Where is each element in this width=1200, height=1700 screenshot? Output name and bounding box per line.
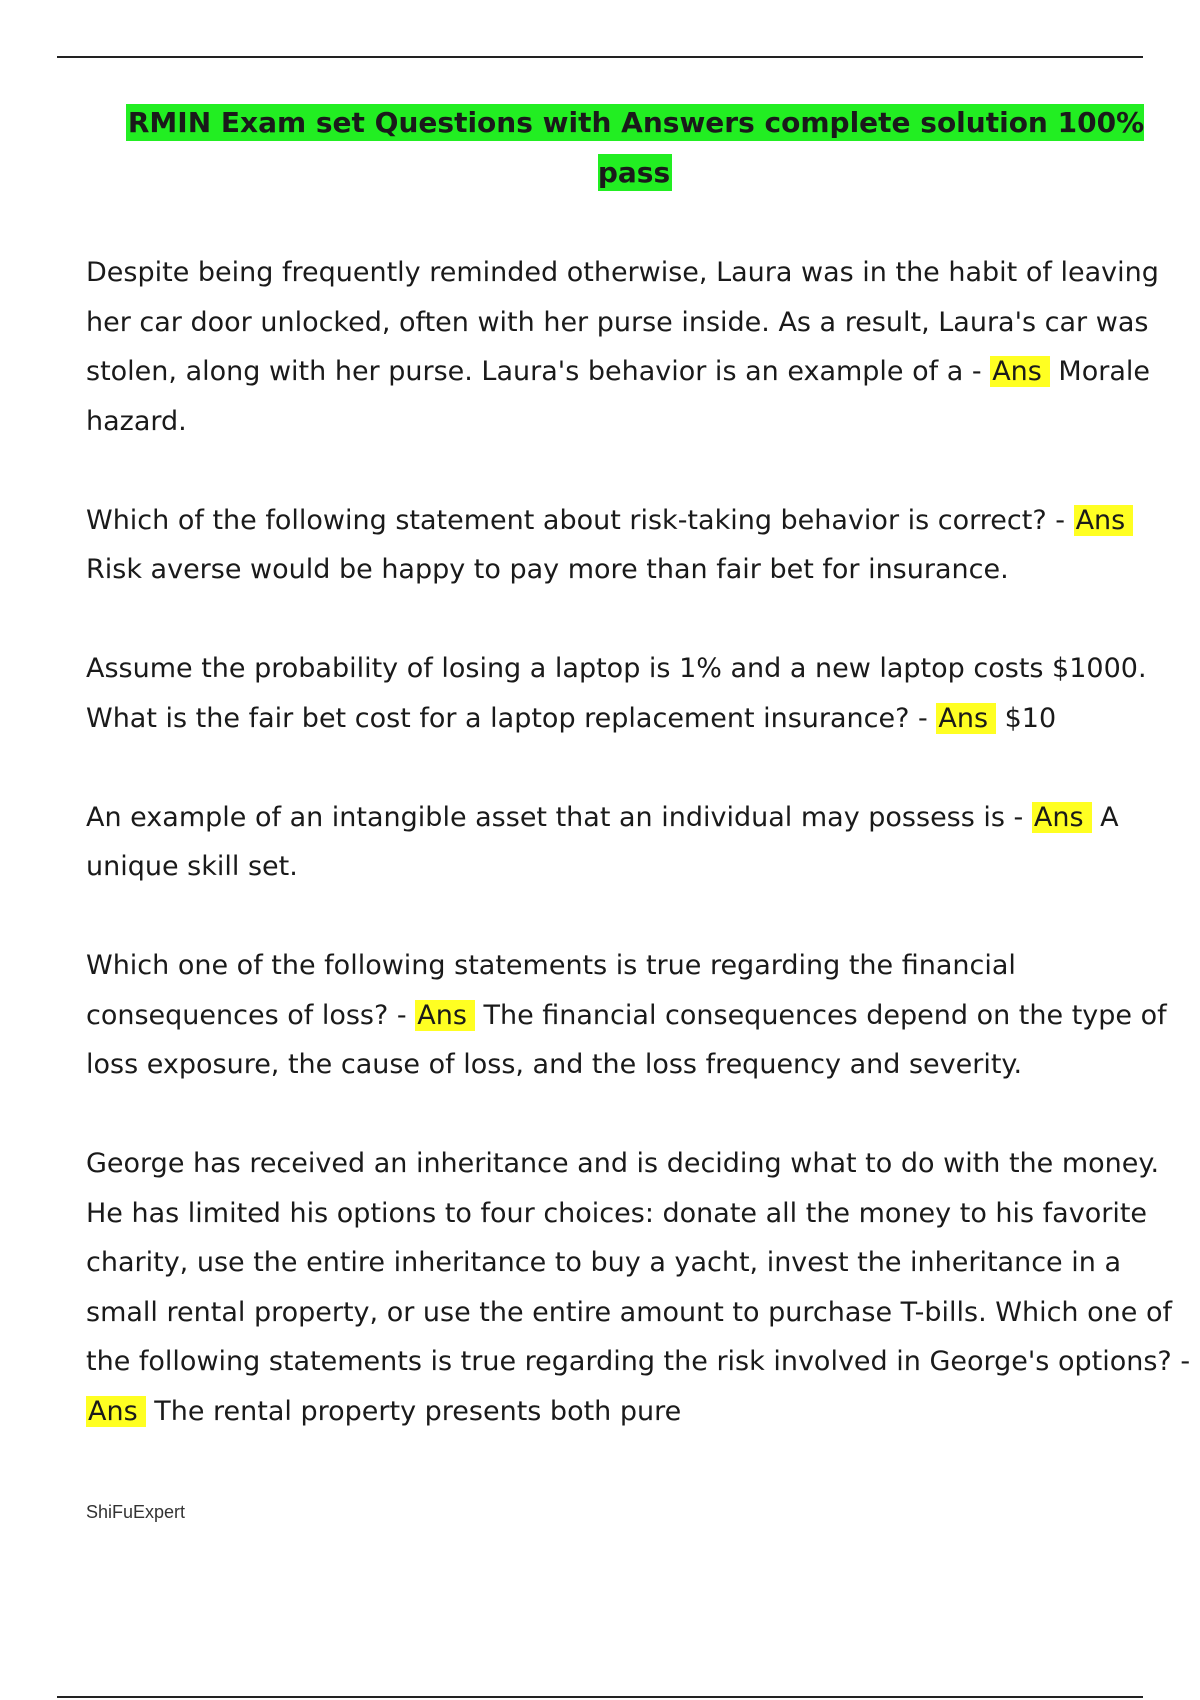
- answer-text: Risk averse would be happy to pay more than fair bet for insurance.: [86, 554, 1009, 585]
- qa-item: [86, 644, 1196, 743]
- answer-text: A unique skill set.: [86, 801, 1119, 882]
- question-text: Despite being frequently reminded otherwise, Laura was in the habit of leaving her car door unlocked, often with her purse inside. As a result, Laura's car was stolen, along with her purse. Laura's behavior is an example of a -: [86, 257, 1159, 387]
- answer-marker: Ans: [1032, 802, 1092, 833]
- question-text: Assume the probability of losing a laptop is 1% and a new laptop costs $1000. What is the fair bet cost for a laptop replacement insurance? -: [86, 653, 1147, 734]
- answer-text: The rental property presents both pure: [145, 1395, 682, 1427]
- answer-marker: Ans: [990, 356, 1050, 387]
- qa-item: [86, 496, 1196, 595]
- footer-brand: ShiFuExpert: [86, 1502, 186, 1522]
- qa-item: [86, 1139, 1196, 1436]
- answer-text: The financial consequences depend on the type of loss exposure, the cause of loss, and the loss frequency and severity.: [86, 999, 1167, 1080]
- question-text: George has received an inheritance and is deciding what to do with the money. He has limited his options to four choices: donate all the money to his favorite charity, use the entire inheritance to buy a yacht, invest the inheritance in a small rental property, or use the entire amount to purchase T-bills. Which one of the following statements is true regarding the risk involved in George's options? -: [86, 1148, 1191, 1377]
- document-title-text: RMIN Exam set Questions with Answers complete solution 100% pass: [127, 106, 1145, 189]
- qa-item: [86, 941, 1196, 1090]
- question-text: Which one of the following statements is true regarding the financial consequences of loss? -: [86, 950, 1016, 1031]
- document-title: [120, 98, 1150, 198]
- qa-item: [86, 248, 1196, 446]
- qa-item: [86, 793, 1196, 892]
- answer-marker: Ans: [86, 1396, 146, 1427]
- answer-marker: Ans: [936, 703, 996, 734]
- header-rule: [57, 56, 1143, 58]
- footer-rule: [57, 1696, 1143, 1698]
- question-text: An example of an intangible asset that an individual may possess is -: [86, 801, 1032, 833]
- question-text: Which of the following statement about risk-taking behavior is correct? -: [86, 504, 1074, 536]
- answer-text: $10: [996, 702, 1057, 734]
- answer-text: Morale hazard.: [86, 356, 1150, 437]
- answer-marker: Ans: [1074, 505, 1134, 536]
- qa-list: [86, 248, 1196, 1486]
- answer-marker: Ans: [415, 1000, 475, 1031]
